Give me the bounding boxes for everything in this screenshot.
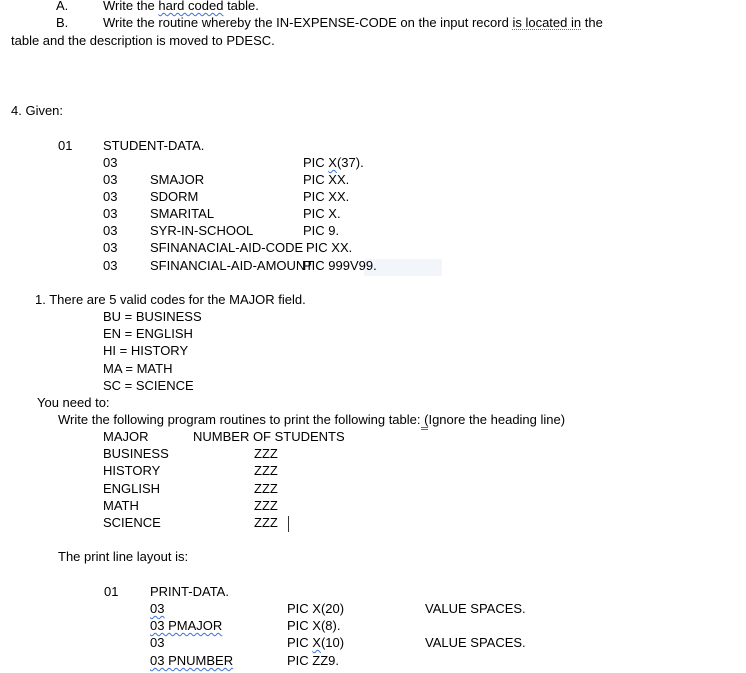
print-field-pic — [287, 635, 344, 651]
field-pic: PIC 9. — [303, 223, 340, 238]
text-cursor — [288, 516, 289, 532]
pic-post: (37). — [336, 155, 364, 170]
field-level: 03 — [103, 206, 118, 221]
table-row-count: ZZZ — [254, 446, 278, 461]
instruction-pre: Write the following program routines to print the following table: — [58, 412, 421, 427]
print-record-name: PRINT-DATA. — [150, 584, 229, 599]
field-pic: PIC XX. — [303, 172, 350, 187]
field-name: SDORM — [150, 189, 199, 204]
field-pic: PIC X. — [303, 206, 341, 221]
table-row-major: BUSINESS — [103, 446, 169, 461]
code-item: SC = SCIENCE — [103, 378, 194, 393]
field-name: SFINANACIAL-AID-CODE — [150, 240, 304, 255]
you-need-label: You need to: — [37, 395, 110, 410]
item-b-line2: table and the description is moved to PDESC. — [11, 33, 275, 48]
given-record-name: STUDENT-DATA. — [103, 138, 205, 153]
field-pic: PIC 999V99. — [303, 258, 377, 273]
field-level: 03 — [103, 155, 118, 170]
task-instruction — [58, 412, 565, 428]
code-item: BU = BUSINESS — [103, 309, 202, 324]
code-item: EN = ENGLISH — [103, 326, 193, 341]
item-a-letter: A. — [56, 0, 69, 13]
field-pic — [303, 155, 364, 171]
print-field-name: 03 — [150, 635, 165, 650]
table-row-count: ZZZ — [254, 463, 278, 478]
field-level: 03 — [103, 223, 118, 238]
table-row-major: MATH — [103, 498, 139, 513]
task-intro: 1. There are 5 valid codes for the MAJOR field. — [35, 292, 306, 307]
field-level: 03 — [103, 240, 118, 255]
given-heading: 4. Given: — [11, 103, 64, 118]
pic-post: (10) — [320, 635, 345, 650]
field-name: SYR-IN-SCHOOL — [150, 223, 254, 238]
field-name: SMARITAL — [150, 206, 215, 221]
item-b-letter: B. — [56, 15, 69, 30]
table-header-count: NUMBER OF STUDENTS — [193, 429, 345, 444]
table-header-major: MAJOR — [103, 429, 149, 444]
print-field-pic: PIC X(20) — [287, 601, 345, 616]
field-level: 03 — [103, 258, 118, 273]
table-row-major: HISTORY — [103, 463, 161, 478]
item-b-pre: Write the routine whereby the IN-EXPENSE-CODE on the input record — [103, 15, 513, 30]
code-item: MA = MATH — [103, 361, 173, 376]
item-a-pre: Write the — [103, 0, 159, 13]
pic-pre: PIC — [303, 155, 329, 170]
instruction-post: Ignore the heading line) — [428, 412, 566, 427]
field-name: SFINANCIAL-AID-AMOUNT — [150, 258, 314, 273]
field-name: SMAJOR — [150, 172, 205, 187]
instruction-underlined: ( — [421, 412, 429, 430]
print-field-pic: PIC X(8). — [287, 618, 341, 633]
print-field-name: 03 PMAJOR — [150, 618, 223, 633]
item-b-underlined: is located in — [512, 15, 582, 30]
table-row-count: ZZZ — [254, 515, 278, 530]
print-field-name: 03 PNUMBER — [150, 653, 234, 668]
field-pic: PIC XX. — [303, 189, 350, 204]
given-level-01: 01 — [58, 138, 73, 153]
item-a-text — [103, 0, 259, 14]
table-row-count: ZZZ — [254, 498, 278, 513]
field-level: 03 — [103, 189, 118, 204]
print-layout-label: The print line layout is: — [58, 549, 189, 564]
print-field-name: 03 — [150, 601, 165, 616]
table-row-major: ENGLISH — [103, 481, 161, 496]
print-level-01: 01 — [104, 584, 119, 599]
code-item: HI = HISTORY — [103, 343, 189, 358]
item-a-underlined: hard coded — [158, 0, 224, 13]
field-level: 03 — [103, 172, 118, 187]
print-field-pic: PIC ZZ9. — [287, 653, 340, 668]
table-row-major: SCIENCE — [103, 515, 161, 530]
item-b-post: the — [581, 15, 603, 30]
table-row-count: ZZZ — [254, 481, 278, 496]
print-field-value: VALUE SPACES. — [425, 635, 526, 650]
pic-pre: PIC — [287, 635, 313, 650]
pic-underlined: X — [312, 635, 321, 650]
item-a-post: table. — [223, 0, 259, 13]
print-field-value: VALUE SPACES. — [425, 601, 526, 616]
item-b-text — [103, 15, 603, 31]
field-pic: PIC XX. — [306, 240, 353, 255]
pic-underlined: X — [328, 155, 337, 170]
